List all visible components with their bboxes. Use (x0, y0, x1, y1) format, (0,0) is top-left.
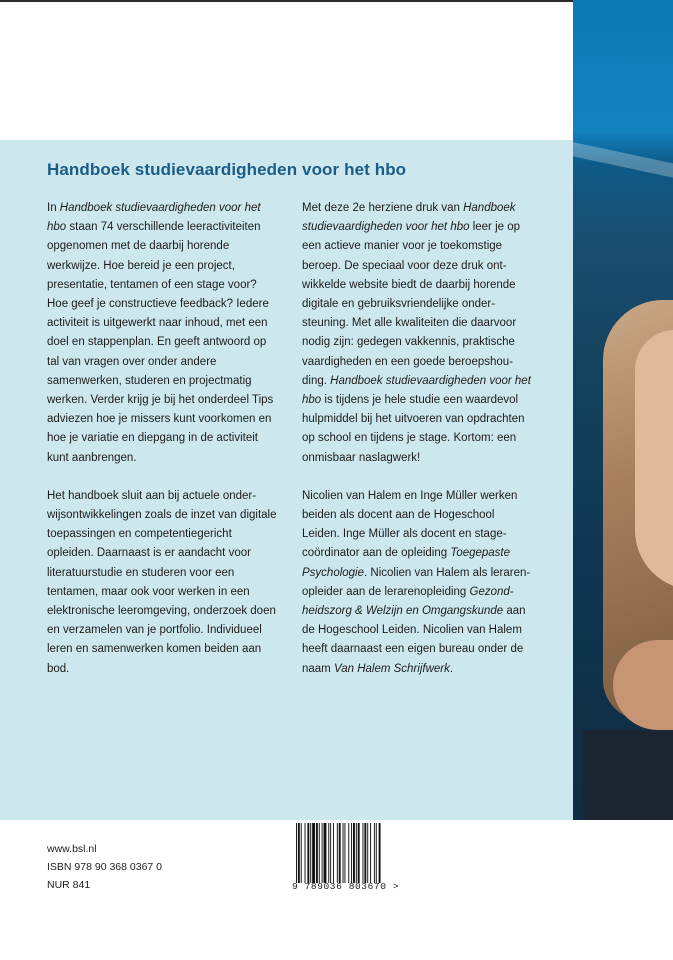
barcode-bar (339, 823, 341, 883)
barcode-bar (358, 823, 360, 883)
barcode-bar (301, 823, 302, 883)
barcode-bar (307, 823, 309, 883)
text-run: In (47, 202, 60, 214)
photo-person-face (635, 330, 673, 590)
blurb-left-column (47, 199, 279, 698)
barcode-bar (312, 823, 315, 883)
cover-photo-strip (573, 0, 673, 820)
italic-text-run: Handboek studievaardigheden voor het hbo (302, 374, 531, 407)
book-title: Handboek studievaardigheden voor het hbo (47, 160, 407, 179)
barcode-bar (364, 823, 366, 883)
text-run: Het handboek sluit aan bij actuele onderwijsontwikkelingen zoals de inzet van digitale toepassingen en competentiegericht opleiden. Daarnaast is er aandacht voor literatuurstudie en studeren voor een tentamen, maar ook voor werken in een elektronische leeromgeving, onderzoek doen en verzamelen van je portfolio. Individueel leren en samenwerken komen beiden aan bod. (47, 489, 277, 675)
isbn-barcode (292, 823, 414, 895)
italic-text-run: Handboek studievaardigheden voor het hbo (47, 202, 261, 234)
text-run: is tijdens je hele studie een waardevol hulpmiddel bij het uitvoeren van opdrachten op school en tijdens je stage. Kortom: een onmisbaar naslagwerk! (302, 394, 525, 464)
barcode-bar (356, 823, 357, 883)
blurb-paragraph (47, 199, 279, 468)
barcode-bar (337, 823, 338, 883)
italic-text-run: Gezondheidszorg & Welzijn en Omgangskunde (302, 585, 514, 618)
isbn-number: ISBN 978 90 368 0367 0 (47, 861, 163, 873)
barcode-bar (363, 823, 364, 883)
text-run: Met deze 2e herziene druk van (302, 202, 464, 214)
photo-window-reflection (573, 139, 673, 186)
author-bio-paragraph (302, 487, 534, 679)
blurb-right-column (302, 199, 534, 698)
barcode-bar (316, 823, 318, 883)
barcode-bars (294, 823, 412, 883)
barcode-bar (333, 823, 334, 883)
barcode-bar (353, 823, 355, 883)
photo-person-shirt (583, 730, 673, 820)
barcode-bar (343, 823, 344, 883)
barcode-bar (305, 823, 306, 883)
barcode-bar (379, 823, 381, 883)
barcode-bar (322, 823, 323, 883)
barcode-bar (370, 823, 371, 883)
text-run: leer je op een actieve manier voor je toekomstige beroep. De speciaal voor deze druk ontwikkelde website biedt de daarbij horende digitale en gebruiksvriendelijke ondersteuning. Met alle kwaliteiten die daarvoor nodig zijn: gedegen vakkennis, praktische vaardigheden en een goede beroepshouding. (302, 221, 521, 387)
barcode-bar (348, 823, 349, 883)
top-white-area (0, 0, 573, 140)
barcode-bar (374, 823, 375, 883)
text-run: . (449, 662, 454, 675)
italic-text-run: Handboek studievaardigheden voor het hbo (302, 202, 516, 234)
barcode-bar (344, 823, 345, 883)
publisher-info (47, 840, 162, 894)
barcode-bar (328, 823, 329, 883)
publisher-website[interactable]: www.bsl.nl (47, 843, 97, 855)
blurb-paragraph (302, 199, 534, 468)
italic-text-run: Van Halem Schrijfwerk (333, 662, 450, 675)
nur-code: NUR 841 (47, 879, 91, 891)
blurb-paragraph (47, 487, 279, 679)
text-run: . Nicolien van Halem als lerarenopleider aan de lerarenopleiding (302, 566, 531, 598)
italic-text-run: Toegepaste Psychologie (302, 547, 511, 579)
barcode-bar (298, 823, 300, 883)
barcode-bar (351, 823, 352, 883)
text-run: staan 74 verschillende leeractiviteiten opgenomen met de daarbij horende werkwijze. Hoe bereid je een project, presentatie, tentamen of een stage voor? Hoe geef je constructieve feedback? Iedere activiteit is uitgewerkt naar inhoud, met een doel en stappenplan. En geeft antwoord op tal van vragen over onder andere samenwerken, studeren en projectmatig werken. Verder krijg je bij het onderdeel Tips adviezen hoe je missers kunt voorkomen en hoe je variatie en diepgang in de activiteit kunt aanbrengen. (47, 221, 274, 464)
text-run: aan de Hogeschool Leiden. Nicolien van Halem heeft daarnaast een eigen bureau onder de naam (302, 605, 526, 675)
barcode-bar (330, 823, 331, 883)
barcode-bar (367, 823, 368, 883)
barcode-bar (324, 823, 327, 883)
barcode-bar (310, 823, 311, 883)
barcode-bar (319, 823, 320, 883)
text-run: Nicolien van Halem en Inge Müller werken beiden als docent aan de Hogeschool Leiden. Inge Müller als docent en stagecoördinator aan de opleiding (302, 489, 518, 560)
barcode-digits: 9 789036 803670 > (292, 881, 400, 892)
barcode-bar (296, 823, 297, 883)
barcode-bar (376, 823, 377, 883)
top-rule (0, 0, 573, 2)
